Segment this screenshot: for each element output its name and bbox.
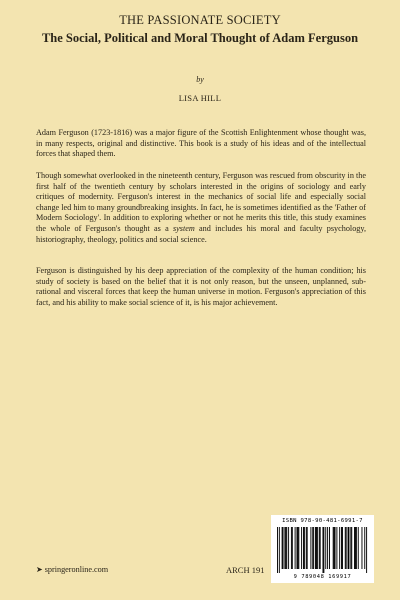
series-code: ARCH 191 [226, 565, 265, 575]
blurb-paragraph-2-text-b: and includes his moral and faculty psychology, historiography, theology, politics and social science. [36, 223, 367, 244]
barcode-number: 9 789048 169917 [293, 574, 352, 580]
blurb-paragraph-2-italic: system [172, 223, 195, 233]
blurb-paragraph-1: Adam Ferguson (1723-1816) was a major figure of the Scottish Enlightenment whose thought was, in many respects, original and distinctive. This book is a study of his ideas and of the intellectual forces that shaped them. [36, 128, 366, 159]
blurb-paragraph-3: Ferguson is distinguished by his deep appreciation of the complexity of the human condition; his study of society is based on the belief that it is not only reason, but the unseen, unplanned, sub-rational and visceral forces that keep the human universe in motion. Ferguson's appreciation of this fact, and his ability to make social science of it, is his major achievement. [36, 266, 366, 307]
author-name: LISA HILL [178, 93, 222, 103]
blurb-paragraph-2 [36, 171, 366, 245]
cover-header [0, 12, 400, 46]
publisher-website[interactable] [36, 565, 108, 574]
blurb-paragraph-2-text-a: Though somewhat overlooked in the nineteenth century, Ferguson was rescued from obscurity in the first half of the twentieth century by scholars interested in the origins of sociology and early critiques of modernity. Ferguson's interest in the mechanics of social life and especially social change led him to many groundbreaking insights. In fact, he is sometimes identified as the 'Father of Modern Sociology'. In addition to exploring whether or not he merits this title, this study examines the whole of Ferguson's thought as a [36, 171, 366, 233]
barcode-icon [277, 527, 368, 573]
book-subtitle: The Social, Political and Moral Thought of Adam Ferguson [41, 31, 359, 45]
chevron-right-icon: ➤ [36, 565, 43, 574]
by-label: by [196, 75, 204, 84]
barcode-panel [271, 515, 374, 583]
isbn-label: ISBN 978-90-481-6991-7 [282, 518, 363, 524]
book-title: THE PASSIONATE SOCIETY [119, 13, 281, 27]
publisher-website-label: springeronline.com [44, 565, 109, 574]
